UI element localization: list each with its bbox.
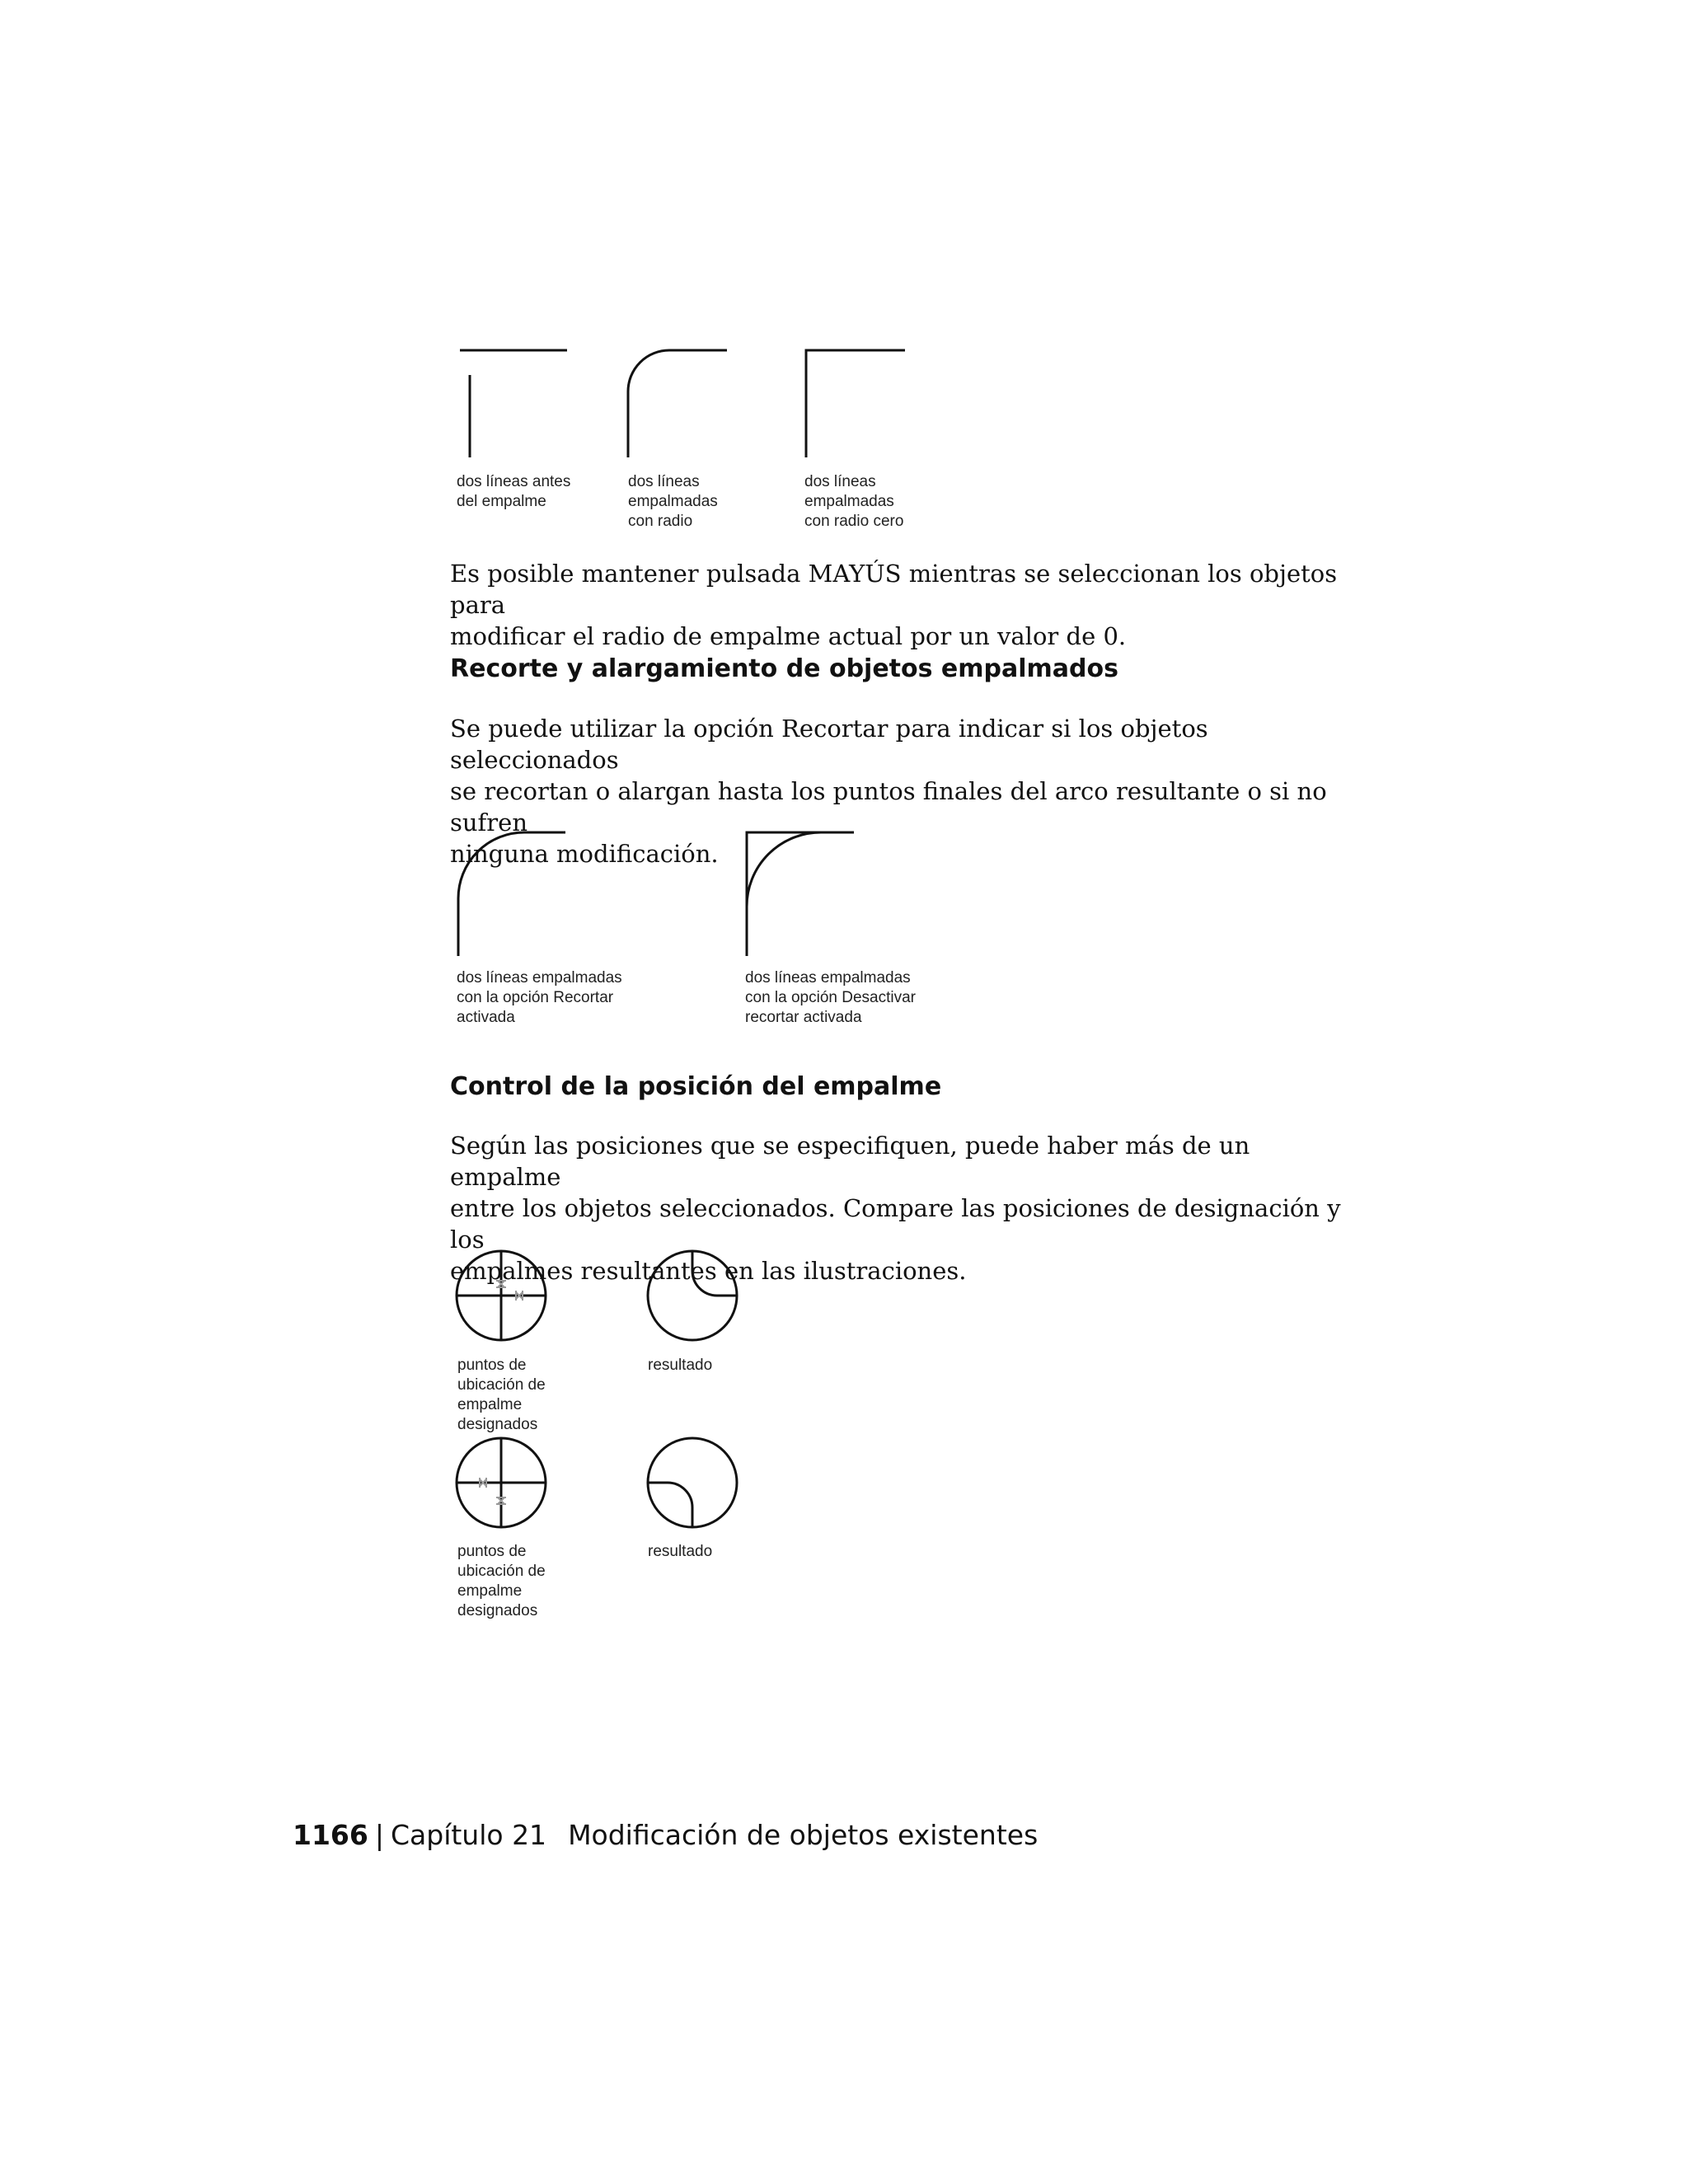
caption-before-fillet: dos líneas antes del empalme (457, 473, 571, 510)
figure-circle-bottom (445, 1432, 758, 1539)
footer-separator: | (374, 1819, 384, 1851)
caption-selection-bottom: puntos de ubicación de empalme designados (457, 1543, 546, 1619)
heading-fillet-position: Control de la posición del empalme (450, 1072, 942, 1101)
trim-off-lines (747, 832, 854, 956)
fillet-radius-diagram (445, 338, 923, 470)
caption-result-bottom: resultado (648, 1543, 713, 1560)
circle-fillet-diagram-top (445, 1244, 758, 1352)
filleted-corner-zero (806, 350, 905, 457)
page-footer (293, 1817, 1038, 1854)
caption-selection-top: puntos de ubicación de empalme designados (457, 1357, 546, 1433)
figure-circle-top (445, 1244, 758, 1352)
figure-fillet-radius (445, 338, 923, 470)
circle-fillet-diagram-bottom (445, 1432, 758, 1539)
page-number: 1166 (293, 1819, 368, 1851)
heading-trim-extend: Recorte y alargamiento de objetos empalmados (450, 654, 1118, 683)
chapter-title: Modificación de objetos existentes (568, 1819, 1039, 1851)
trim-options-diagram (445, 824, 874, 964)
caption-result-top: resultado (648, 1357, 713, 1374)
caption-fillet-radius: dos líneas empalmadas con radio (628, 473, 718, 530)
caption-fillet-zero: dos líneas empalmadas con radio cero (804, 473, 904, 530)
paragraph-fillet-position: Según las posiciones que se especifiquen, puede haber más de un empalme entre los objetos seleccionados. Compare las posiciones de designación y los empalmes resultantes en las ilustraciones. (450, 1132, 1341, 1285)
trim-on-corner (458, 832, 565, 956)
caption-trim-on: dos líneas empalmadas con la opción Recortar activada (457, 969, 622, 1026)
chapter-label: Capítulo 21 (390, 1819, 547, 1851)
trim-off-arc (747, 832, 821, 907)
filleted-corner-radius (628, 350, 727, 457)
figure-trim-options (445, 824, 874, 964)
paragraph-shift-tip: Es posible mantener pulsada MAYÚS mientras se seleccionan los objetos para modificar el radio de empalme actual por un valor de 0. (450, 560, 1338, 650)
paragraph-trim-option: Se puede utilizar la opción Recortar para indicar si los objetos seleccionados se recortan o alargan hasta los puntos finales del arco resultante o si no sufren ninguna modificación. (450, 715, 1327, 868)
caption-trim-off: dos líneas empalmadas con la opción Desactivar recortar activada (745, 969, 916, 1026)
